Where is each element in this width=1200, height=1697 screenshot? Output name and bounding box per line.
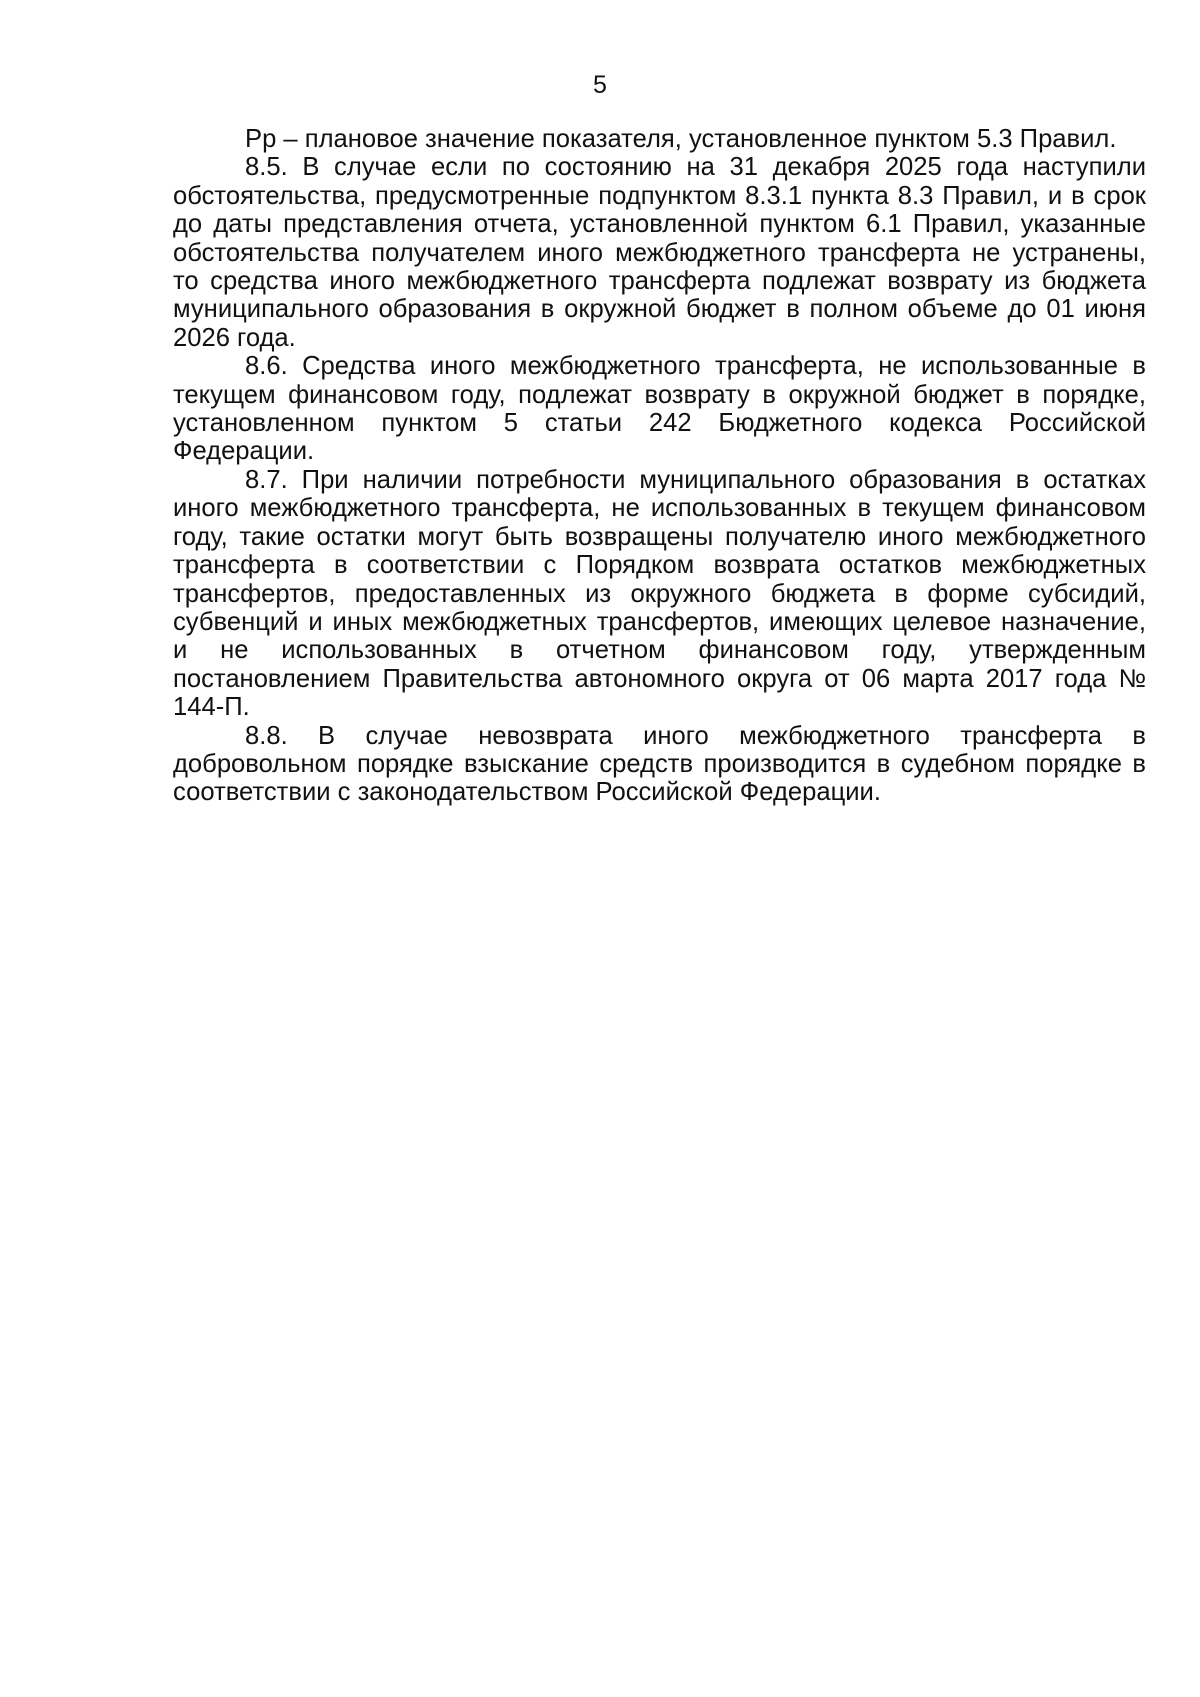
paragraph-8-8: 8.8. В случае невозврата иного межбюджетного трансферта в добровольном порядке взыскание средств производится в судебном порядке в соответствии с законодательством Российской Федерации. bbox=[173, 721, 1146, 807]
document-body bbox=[173, 125, 1146, 807]
paragraph-8-6: 8.6. Средства иного межбюджетного трансферта, не использованные в текущем финансовом году, подлежат возврату в окружной бюджет в порядке, установленном пунктом 5 статьи 242 Бюджетного кодекса Российской Федерации. bbox=[173, 352, 1146, 466]
paragraph-8-5: 8.5. В случае если по состоянию на 31 декабря 2025 года наступили обстоятельства, предусмотренные подпунктом 8.3.1 пункта 8.3 Правил, и в срок до даты представления отчета, установленной пунктом 6.1 Правил, указанные обстоятельства получателем иного межбюджетного трансферта не устранены, то средства иного межбюджетного трансферта подлежат возврату из бюджета муниципального образования в окружной бюджет в полном объеме до 01 июня 2026 года. bbox=[173, 153, 1146, 352]
paragraph-indicator-definition: Рр – плановое значение показателя, установленное пунктом 5.3 Правил. bbox=[245, 125, 1117, 153]
page-number: 5 bbox=[593, 71, 607, 99]
paragraph-8-7: 8.7. При наличии потребности муниципального образования в остатках иного межбюджетного трансферта, не использованных в текущем финансовом году, такие остатки могут быть возвращены получателю иного межбюджетного трансферта в соответствии с Порядком возврата остатков межбюджетных трансфертов, предоставленных из окружного бюджета в форме субсидий, субвенций и иных межбюджетных трансфертов, имеющих целевое назначение, и не использованных в отчетном финансовом году, утвержденным постановлением Правительства автономного округа от 06 марта 2017 года № 144-П. bbox=[173, 465, 1146, 722]
